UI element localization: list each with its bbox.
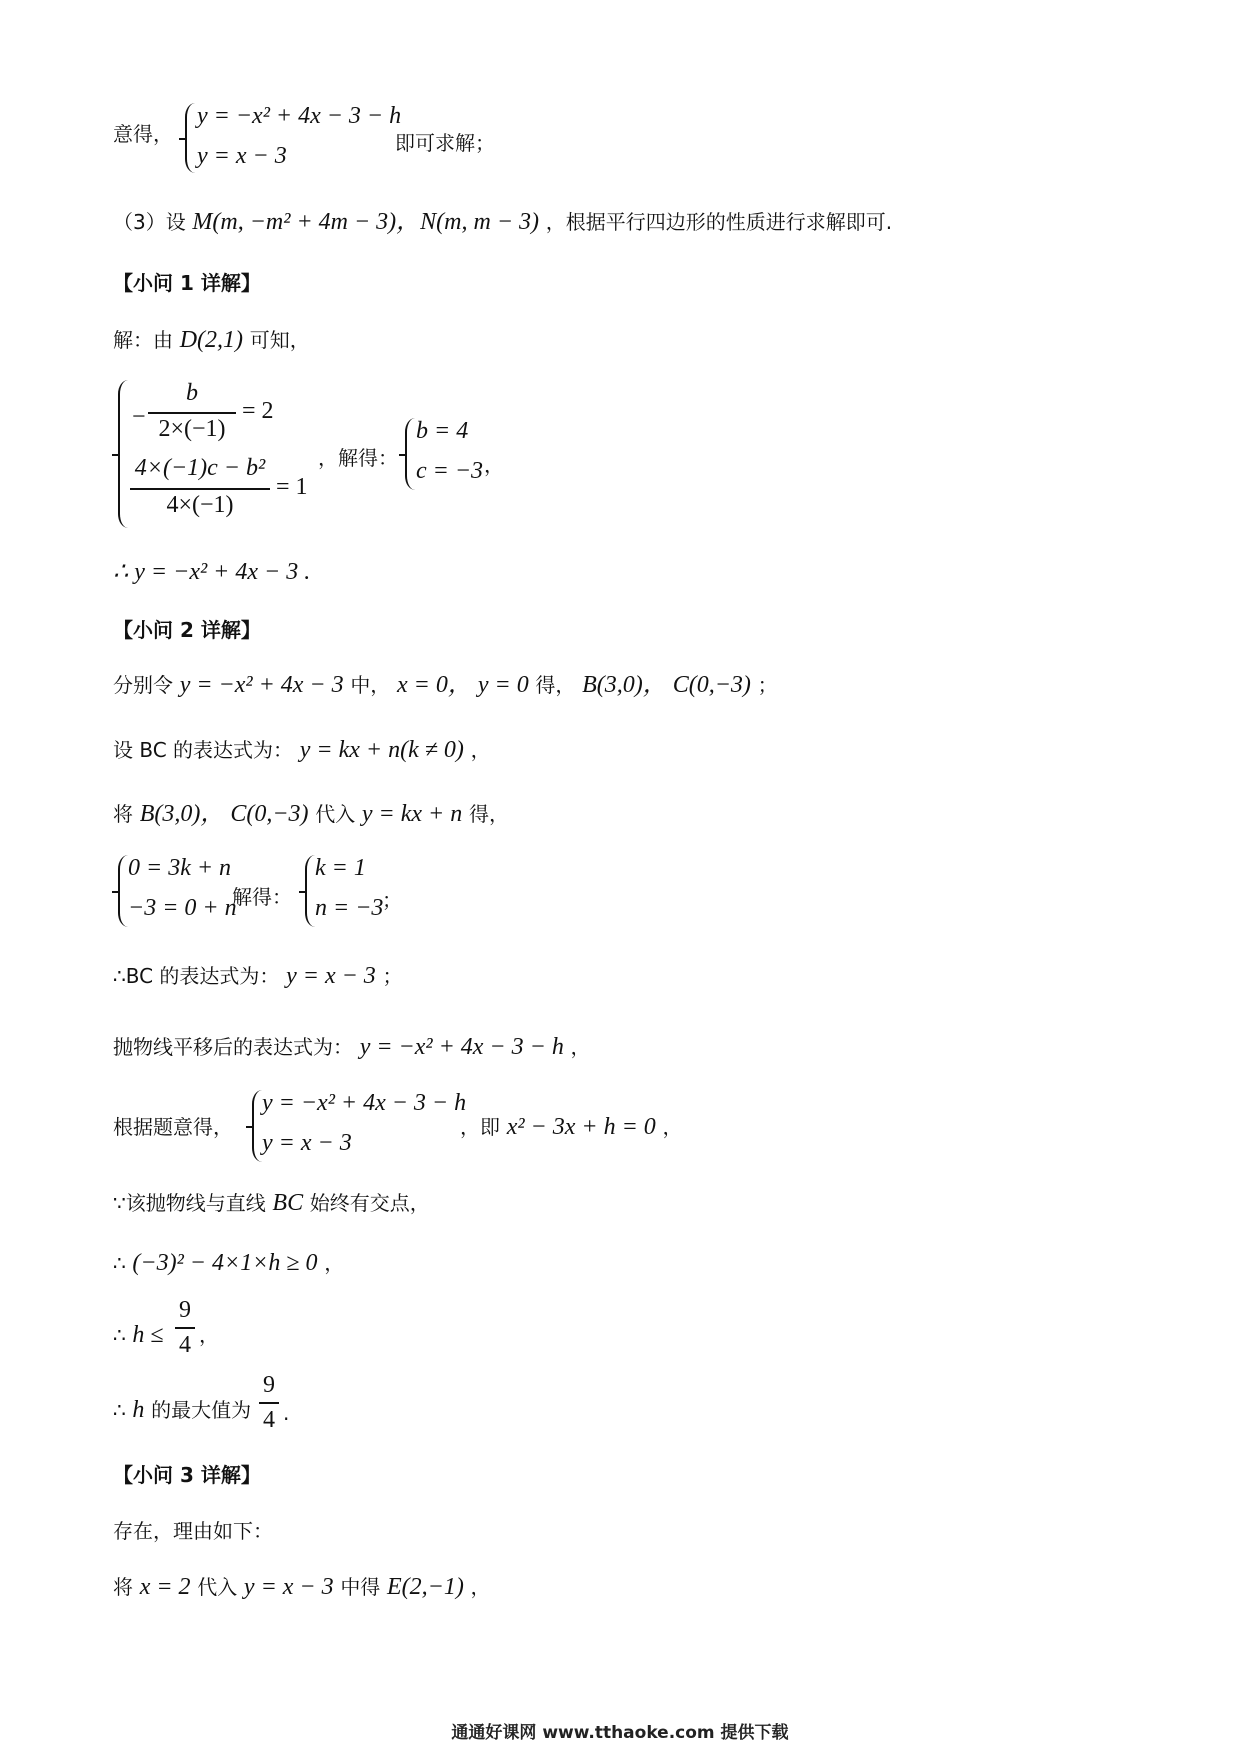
text-line xyxy=(283,1398,289,1428)
solution: n = −3 xyxy=(315,895,384,921)
text-line xyxy=(113,1572,491,1602)
text-label: 的最大值为 xyxy=(151,1398,252,1422)
math-expression: BC xyxy=(272,1190,304,1216)
math-expression: h xyxy=(132,1397,145,1423)
punctuation: ， xyxy=(470,738,491,762)
text-line xyxy=(113,1112,233,1142)
fraction-bar xyxy=(175,1327,195,1329)
math-expression: M(m, −m² + 4m − 3)，N(m, m − 3) xyxy=(192,209,540,235)
equation: y = x − 3 xyxy=(262,1130,352,1156)
line-prefix: ∴ xyxy=(113,1323,126,1347)
text-line xyxy=(113,557,310,587)
punctuation: ， xyxy=(484,453,504,477)
text-line xyxy=(382,885,402,915)
math-expression: y = x − 3 xyxy=(286,963,376,989)
line-prefix: 将 xyxy=(113,1575,133,1599)
math-expression: y = x − 3 xyxy=(243,1574,334,1600)
math-expression: y = −x² + 4x − 3 xyxy=(179,672,344,698)
line-prefix: 解：由 xyxy=(113,328,173,352)
math-expression: E(2,−1) xyxy=(387,1574,464,1600)
text-line xyxy=(113,325,310,355)
text-line xyxy=(113,735,491,765)
equation-rhs: = 2 xyxy=(242,398,274,424)
fraction-bar xyxy=(148,412,236,414)
heading-text: 【小问 3 详解】 xyxy=(113,1463,261,1487)
line-prefix: ∴ xyxy=(113,1251,126,1275)
math-expression: ∴ y = −x² + 4x − 3 . xyxy=(113,559,311,585)
text-line xyxy=(199,1320,219,1350)
punctuation: ； xyxy=(382,964,403,988)
punctuation: ， xyxy=(324,1251,345,1275)
punctuation: ， xyxy=(470,1575,491,1599)
line-prefix: （3）设 xyxy=(113,210,186,234)
line-prefix: 分别令 xyxy=(113,673,173,697)
line-suffix: 即可求解； xyxy=(395,131,495,155)
left-brace xyxy=(185,103,197,173)
punctuation: ； xyxy=(382,888,402,912)
equation: y = −x² + 4x − 3 − h xyxy=(197,103,402,129)
equation: y = x − 3 xyxy=(197,143,287,169)
text-label: 中， xyxy=(350,673,391,697)
punctuation: ， xyxy=(662,1115,683,1139)
text-line xyxy=(113,119,173,149)
math-expression: x = 0， y = 0 xyxy=(397,672,529,698)
fraction-denominator: 4×(−1) xyxy=(166,492,234,518)
equation: −3 = 0 + n xyxy=(128,895,237,921)
math-expression: B(3,0)， C(0,−3) xyxy=(139,801,309,827)
text-line xyxy=(113,670,778,700)
text-label: 得， xyxy=(535,673,576,697)
punctuation: ， xyxy=(570,1035,591,1059)
fraction-bar xyxy=(259,1402,279,1404)
text-line xyxy=(113,1395,251,1425)
math-expression: h ≤ xyxy=(132,1322,164,1348)
line-suffix: 可知， xyxy=(249,328,310,352)
text-line xyxy=(395,128,495,158)
solution: b = 4 xyxy=(416,418,469,444)
line-prefix: ∴BC 的表达式为： xyxy=(113,964,280,988)
equation-rhs: = 1 xyxy=(276,474,308,500)
text-line xyxy=(484,450,504,480)
fraction-numerator: 9 xyxy=(263,1372,275,1398)
math-expression: y = kx + n xyxy=(361,801,463,827)
line-prefix: ∵该抛物线与直线 xyxy=(113,1191,266,1215)
math-expression: D(2,1) xyxy=(179,327,244,353)
fraction-denominator: 2×(−1) xyxy=(158,416,226,442)
fraction-numerator: 9 xyxy=(179,1297,191,1323)
text-label: 代入 xyxy=(315,802,356,826)
math-expression: B(3,0)， C(0,−3) xyxy=(582,672,751,698)
text-line xyxy=(113,1032,591,1062)
text-line xyxy=(113,207,892,237)
minus-sign: − xyxy=(132,404,146,430)
equation: y = −x² + 4x − 3 − h xyxy=(262,1090,467,1116)
math-expression: x = 2 xyxy=(139,1574,191,1600)
math-expression: x² − 3x + h = 0 xyxy=(506,1114,656,1140)
text-line xyxy=(113,1248,344,1278)
line-prefix: 意得， xyxy=(113,122,173,146)
fraction-numerator: b xyxy=(186,380,198,406)
line-suffix: 始终有交点， xyxy=(309,1191,430,1215)
punctuation: 得， xyxy=(468,802,509,826)
math-expression: y = −x² + 4x − 3 − h xyxy=(359,1034,564,1060)
text-line xyxy=(232,882,292,912)
solution: k = 1 xyxy=(315,855,366,881)
text-label: ，即 xyxy=(460,1115,500,1139)
text-label: 存在，理由如下： xyxy=(113,1519,273,1543)
line-prefix: 设 BC 的表达式为： xyxy=(113,738,294,762)
text-line xyxy=(113,961,403,991)
line-prefix: 根据题意得， xyxy=(113,1115,233,1139)
line-prefix: 将 xyxy=(113,802,133,826)
left-brace xyxy=(118,380,130,528)
text-line xyxy=(113,1188,430,1218)
text-line xyxy=(113,799,509,829)
page-footer: 通通好课网 www.tthaoke.com 提供下载 xyxy=(451,1723,789,1743)
heading-text: 【小问 1 详解】 xyxy=(113,271,261,295)
equation: 0 = 3k + n xyxy=(128,855,232,881)
text-line xyxy=(318,443,398,473)
math-expression: (−3)² − 4×1×h ≥ 0 xyxy=(132,1250,318,1276)
section-heading xyxy=(113,268,261,298)
punctuation: ， xyxy=(199,1323,219,1347)
heading-text: 【小问 2 详解】 xyxy=(113,618,261,642)
text-line xyxy=(113,1320,164,1350)
punctuation: ； xyxy=(757,673,778,697)
section-heading xyxy=(113,615,261,645)
text-line xyxy=(460,1112,682,1142)
math-expression: y = kx + n(k ≠ 0) xyxy=(299,737,464,763)
text-label: 解得： xyxy=(232,885,292,909)
section-heading xyxy=(113,1460,261,1490)
fraction-numerator: 4×(−1)c − b² xyxy=(134,455,266,481)
line-suffix: ，根据平行四边形的性质进行求解即可. xyxy=(545,210,893,234)
fraction-bar xyxy=(130,488,270,490)
punctuation: . xyxy=(283,1401,290,1425)
line-prefix: 抛物线平移后的表达式为： xyxy=(113,1035,353,1059)
fraction-denominator: 4 xyxy=(179,1332,191,1358)
text-label: 中得 xyxy=(340,1575,381,1599)
text-line xyxy=(113,1516,273,1546)
text-label: ，解得： xyxy=(318,446,398,470)
fraction-denominator: 4 xyxy=(263,1407,275,1433)
text-label: 代入 xyxy=(197,1575,238,1599)
line-prefix: ∴ xyxy=(113,1398,126,1422)
solution: c = −3 xyxy=(416,458,484,484)
